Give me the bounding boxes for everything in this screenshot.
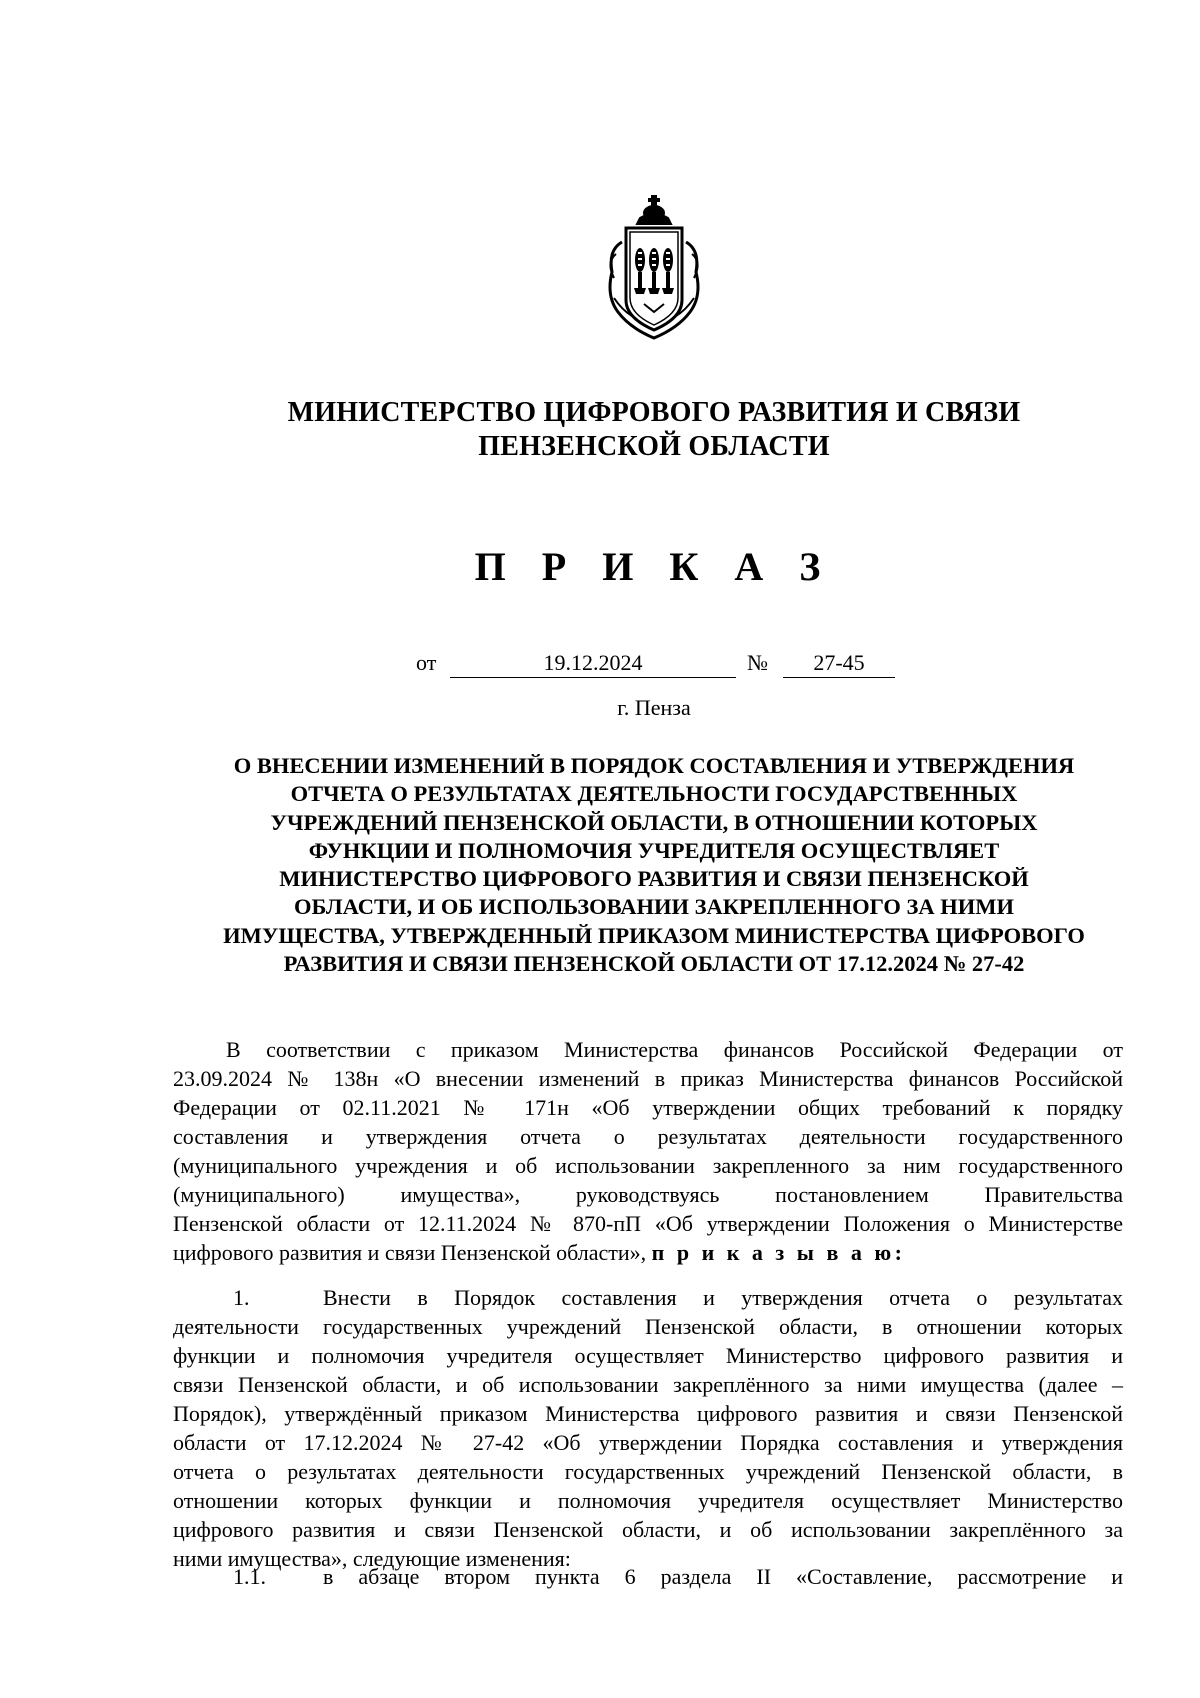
item-number: 1. bbox=[233, 1285, 250, 1310]
paragraph-line: Пензенской области от 12.11.2024 № 870-пП «Об утверждении Положения о Министерстве bbox=[173, 1211, 1123, 1236]
paragraph-line: ними имущества», следующие изменения: bbox=[173, 1546, 571, 1571]
heading-line: МИНИСТЕРСТВО ЦИФРОВОГО РАЗВИТИЯ И СВЯЗИ ПЕНЗЕНСКОЙ bbox=[279, 866, 1029, 892]
order-word: п р и к а з ы в а ю: bbox=[651, 1240, 906, 1265]
paragraph-line: Федерации от 02.11.2021 № 171н «Об утверждении общих требований к порядку bbox=[173, 1095, 1123, 1120]
heading-line: ФУНКЦИИ И ПОЛНОМОЧИЯ УЧРЕДИТЕЛЯ ОСУЩЕСТВЛЯЕТ bbox=[308, 837, 1000, 863]
paragraph-line: 23.09.2024 № 138н «О внесении изменений в приказ Министерства финансов Российской bbox=[173, 1066, 1123, 1091]
paragraph-line: отношении которых функции и полномочия учредителя осуществляет Министерство bbox=[173, 1488, 1123, 1513]
heading-line: ИМУЩЕСТВА, УТВЕРЖДЕННЫЙ ПРИКАЗОМ МИНИСТЕРСТВА ЦИФРОВОГО bbox=[223, 922, 1085, 948]
paragraph-line: Порядок), утверждённый приказом Министерства цифрового развития и связи Пензенской bbox=[173, 1401, 1123, 1426]
number-label: № bbox=[747, 650, 768, 675]
heading-line: ОБЛАСТИ, И ОБ ИСПОЛЬЗОВАНИИ ЗАКРЕПЛЕННОГО ЗА НИМИ bbox=[294, 894, 1014, 920]
item-first-line: в абзаце втором пункта 6 раздела II «Составление, рассмотрение и bbox=[323, 1564, 1123, 1589]
paragraph-line: (муниципального) имущества», руководствуясь постановлением Правительства bbox=[173, 1182, 1123, 1207]
paragraph-line: связи Пензенской области, и об использовании закреплённого за ними имущества (далее – bbox=[173, 1372, 1123, 1397]
paragraph-line: В соответствии с приказом Министерства финансов Российской Федерации от bbox=[226, 1037, 1123, 1062]
item-1-paragraph bbox=[173, 1283, 1123, 1573]
ministry-name-line-2: ПЕНЗЕНСКОЙ ОБЛАСТИ bbox=[478, 431, 830, 462]
paragraph-line: деятельности государственных учреждений Пензенской области, в отношении которых bbox=[173, 1314, 1123, 1339]
order-title: П Р И К А З bbox=[474, 544, 834, 589]
paragraph-line bbox=[173, 1562, 1123, 1591]
paragraph-line: отчета о результатах деятельности государственных учреждений Пензенской области, в bbox=[173, 1459, 1123, 1484]
order-heading bbox=[186, 752, 1122, 978]
city: г. Пенза bbox=[617, 695, 691, 720]
preamble-paragraph bbox=[173, 1035, 1123, 1267]
paragraph-line: составления и утверждения отчета о результатах деятельности государственного bbox=[173, 1124, 1123, 1149]
item-1-1-paragraph bbox=[173, 1562, 1123, 1591]
heading-line: ОТЧЕТА О РЕЗУЛЬТАТАХ ДЕЯТЕЛЬНОСТИ ГОСУДАРСТВЕННЫХ bbox=[290, 781, 1018, 807]
heading-line: РАЗВИТИЯ И СВЯЗИ ПЕНЗЕНСКОЙ ОБЛАСТИ ОТ 17.12.2024 № 27-42 bbox=[283, 951, 1025, 977]
ministry-name-line-1: МИНИСТЕРСТВО ЦИФРОВОГО РАЗВИТИЯ И СВЯЗИ bbox=[287, 397, 1021, 428]
paragraph-line: цифрового развития и связи Пензенской области, и об использовании закреплённого за bbox=[173, 1517, 1123, 1542]
item-first-line: Внести в Порядок составления и утверждения отчета о результатах bbox=[323, 1285, 1123, 1310]
date-label: от bbox=[416, 650, 437, 675]
heading-line: О ВНЕСЕНИИ ИЗМЕНЕНИЙ В ПОРЯДОК СОСТАВЛЕНИЯ И УТВЕРЖДЕНИЯ bbox=[233, 753, 1075, 778]
coat-of-arms-emblem bbox=[604, 188, 704, 344]
paragraph-line: (муниципального учреждения и об использовании закрепленного за ним государственного bbox=[173, 1153, 1123, 1178]
paragraph-line: функции и полномочия учредителя осуществляет Министерство цифрового развития и bbox=[173, 1343, 1123, 1368]
order-number: 27-45 bbox=[783, 649, 895, 678]
paragraph-line bbox=[173, 1283, 1123, 1312]
item-number: 1.1. bbox=[233, 1564, 266, 1589]
paragraph-line: области от 17.12.2024 № 27-42 «Об утверждении Порядка составления и утверждения bbox=[173, 1430, 1123, 1455]
order-date: 19.12.2024 bbox=[450, 649, 736, 678]
heading-line: УЧРЕЖДЕНИЙ ПЕНЗЕНСКОЙ ОБЛАСТИ, В ОТНОШЕНИИ КОТОРЫХ bbox=[270, 809, 1038, 835]
paragraph-line bbox=[173, 1238, 1123, 1267]
preamble-last-text: цифрового развития и связи Пензенской области», bbox=[173, 1240, 647, 1265]
